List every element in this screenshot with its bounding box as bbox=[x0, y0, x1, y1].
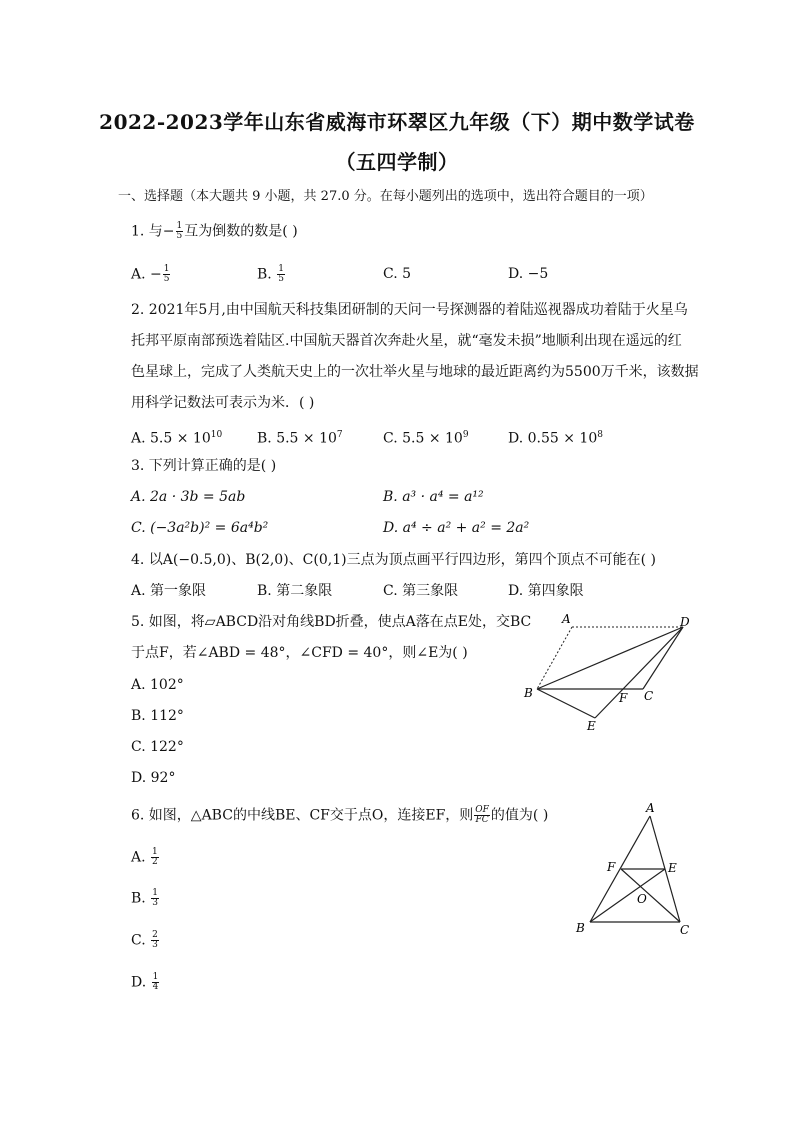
q3-stem: 3. 下列计算正确的是( ) bbox=[131, 458, 277, 474]
q6-median-be bbox=[590, 869, 665, 922]
q5-edge-ed bbox=[595, 627, 683, 718]
q5-label-c: C bbox=[644, 689, 654, 703]
q3-option-a[interactable]: A. 2a · 3b = 5ab bbox=[131, 489, 246, 505]
q5-label-e: E bbox=[587, 719, 596, 733]
exam-subtitle: （五四学制） bbox=[335, 150, 459, 174]
q2-option-d[interactable]: D. $0.55 \times 10^8$ bbox=[508, 430, 603, 447]
q1-option-d[interactable]: D. −5 bbox=[508, 266, 549, 282]
q2-option-a[interactable]: A. $5.5 \times 10^{10}$ bbox=[131, 430, 223, 447]
q1-fraction: $\frac{1}{5}$ bbox=[176, 221, 183, 241]
q1-option-a[interactable]: A. − $\frac{1}{5}$ bbox=[131, 264, 170, 284]
q1-option-c[interactable]: C. 5 bbox=[383, 266, 412, 282]
q6-label-c: C bbox=[680, 923, 690, 937]
q6-label-f: F bbox=[607, 860, 616, 874]
q2-line-1: 2. 2021年5月,由中国航天科技集团研制的天问一号探测器的着陆巡视器成功着陆于火星乌 bbox=[131, 302, 688, 318]
q2-option-c[interactable]: C. $5.5 \times 10^9$ bbox=[383, 430, 469, 447]
q6-median-cf bbox=[621, 869, 680, 922]
q5-line-2: 于点F，若∠ABD = 48°，∠CFD = 40°，则∠E为( ) bbox=[131, 645, 468, 661]
q3-option-b[interactable]: B. a³ · a⁴ = a¹² bbox=[383, 489, 484, 505]
q6-label-e: E bbox=[668, 861, 677, 875]
q5-label-a: A bbox=[562, 612, 571, 626]
q4-option-b[interactable]: B. 第二象限 bbox=[257, 583, 333, 599]
q2-option-b[interactable]: B. $5.5 \times 10^7$ bbox=[257, 430, 343, 447]
q3-option-c[interactable]: C. (−3a²b)² = 6a⁴b² bbox=[131, 520, 269, 536]
q1-stem-pre: 1. 与− bbox=[131, 223, 175, 240]
q5-label-b: B bbox=[524, 686, 533, 700]
q1-stem-post: 互为倒数的数是( ) bbox=[184, 223, 298, 240]
q2-line-3: 色星球上，完成了人类航天史上的一次壮举火星与地球的最近距离约为5500万千米，该数据 bbox=[131, 364, 699, 380]
q5-edge-ab bbox=[537, 627, 572, 689]
q5-option-a[interactable]: A. 102° bbox=[131, 677, 184, 693]
q5-label-d: D bbox=[680, 615, 690, 629]
q4-option-c[interactable]: C. 第三象限 bbox=[383, 583, 459, 599]
q5-line-1: 5. 如图，将▱ABCD沿对角线BD折叠，使点A落在点E处，交BC bbox=[131, 614, 532, 630]
q3-option-d[interactable]: D. a⁴ ÷ a² + a² = 2a² bbox=[383, 520, 530, 536]
question-1 bbox=[131, 222, 298, 241]
q5-option-d[interactable]: D. 92° bbox=[131, 770, 176, 786]
q2-line-2: 托邦平原南部预选着陆区.中国航天器首次奔赴火星，就“毫发未损”地顺利出现在遥远的红 bbox=[131, 333, 682, 349]
q4-stem: 4. 以A(−0.5,0)、B(2,0)、C(0,1)三点为顶点画平行四边形，第四个顶点不可能在( ) bbox=[131, 552, 656, 568]
q6-option-c[interactable]: C. $\frac{2}{3}$ bbox=[131, 930, 158, 950]
section-heading: 一、选择题（本大题共 9 小题，共 27.0 分。在每小题列出的选项中，选出符合题目的一项） bbox=[118, 189, 653, 204]
q4-option-d[interactable]: D. 第四象限 bbox=[508, 583, 584, 599]
q6-label-b: B bbox=[576, 921, 585, 935]
q6-option-a[interactable]: A. $\frac{1}{2}$ bbox=[131, 847, 158, 867]
q5-option-b[interactable]: B. 112° bbox=[131, 708, 184, 724]
q6-label-a: A bbox=[646, 801, 655, 815]
q1-option-b[interactable]: B. $\frac{1}{5}$ bbox=[257, 264, 284, 284]
q5-parallelogram-figure bbox=[515, 605, 705, 735]
q6-option-d[interactable]: D. $\frac{1}{4}$ bbox=[131, 972, 159, 992]
q5-option-c[interactable]: C. 122° bbox=[131, 739, 184, 755]
q5-edge-be bbox=[537, 689, 595, 718]
q2-line-4: 用科学记数法可表示为米．( ) bbox=[131, 395, 315, 411]
q6-label-o: O bbox=[637, 892, 647, 906]
q5-edge-cd bbox=[643, 627, 683, 689]
question-6: 6. 如图，△ABC的中线BE、CF交于点O，连接EF，则 $\frac{OF}{FC}$ 的值为( ) bbox=[131, 805, 549, 825]
q5-diagonal-bd bbox=[537, 627, 683, 689]
q6-option-b[interactable]: B. $\frac{1}{3}$ bbox=[131, 888, 158, 908]
q6-triangle-figure bbox=[570, 800, 700, 940]
exam-title: 2022-2023学年山东省威海市环翠区九年级（下）期中数学试卷 bbox=[99, 110, 695, 134]
q4-option-a[interactable]: A. 第一象限 bbox=[131, 583, 207, 599]
q5-label-f: F bbox=[619, 691, 628, 705]
